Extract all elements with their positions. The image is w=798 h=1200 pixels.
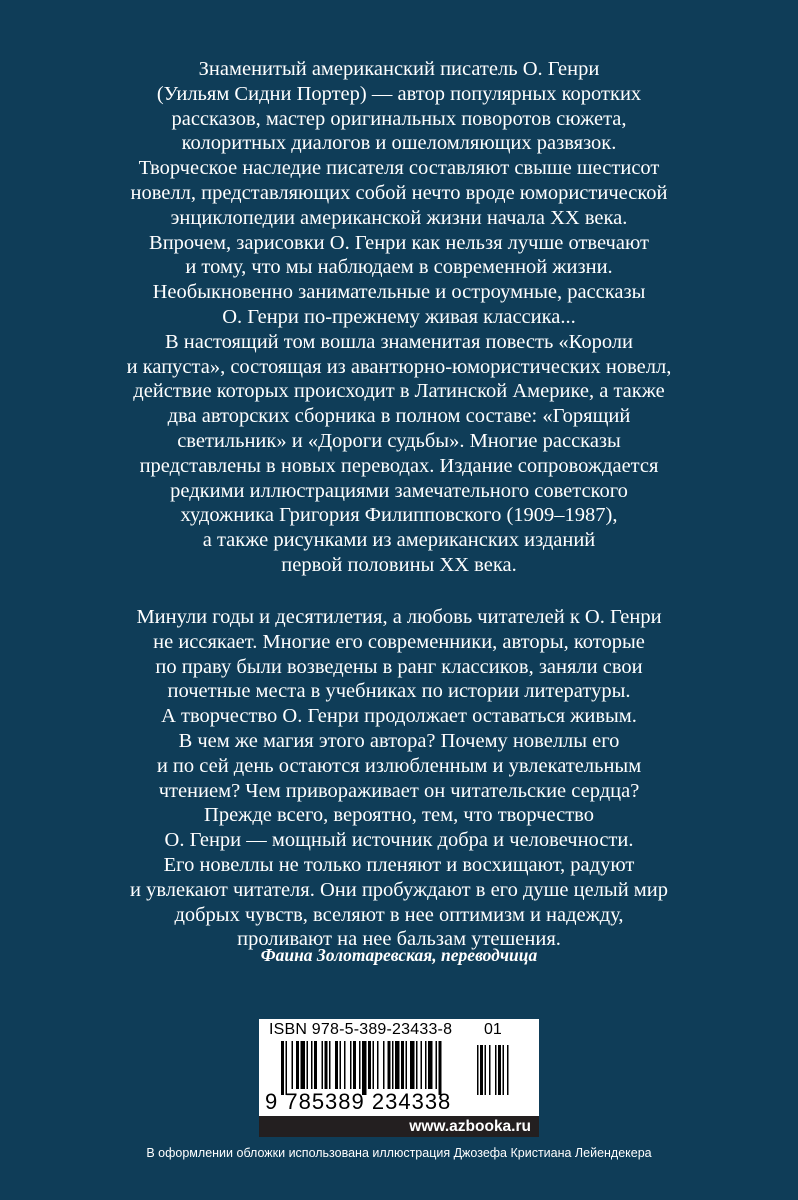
barcode-bar [344,1041,346,1089]
barcode-bar [286,1041,288,1095]
text-line: Творческое наследие писателя составляют свыше шестисот [138,157,660,180]
text-line: Необыкновенно занимательные и остроумные, рассказы [152,281,646,304]
barcode-bar [392,1041,394,1089]
text-line: Его новеллы не только пленяют и восхищают, радуют [163,853,635,876]
quote-signature: Фаина Золотаревская, переводчица [260,945,538,965]
text-line: проливают на нее бальзам утешения. [237,928,561,951]
barcode-bar [436,1041,438,1089]
text-line: и тому, что мы наблюдаем в современной жизни. [185,256,613,279]
text-line: О. Генри по-прежнему живая классика... [222,305,576,328]
barcode-bar [340,1041,342,1089]
barcode-bar [353,1041,356,1089]
barcode-bar [329,1041,331,1089]
barcode-addon-bar [503,1045,505,1095]
barcode-bar [292,1041,294,1089]
publisher-url: www.azbooka.ru [409,1118,531,1135]
barcode-bar [296,1041,299,1089]
barcode-box [259,1019,539,1137]
barcode-bar [425,1041,427,1089]
text-line: представлены в новых переводах. Издание сопровождается [139,454,659,477]
barcode-addon-bar [480,1045,483,1095]
barcode-addon-bar [485,1045,487,1095]
text-line: добрых чувств, вселяют в нее оптимизм и надежду, [174,903,624,926]
barcode-bar [301,1041,306,1089]
text-line: Знаменитый американский писатель О. Генри [198,58,600,80]
text-line: не иссякает. Многие его современники, авторы, которые [153,630,645,653]
barcode-bar [311,1041,313,1089]
barcode-bar [322,1041,324,1089]
text-line: новелл, представляющих собой нечто вроде юмористической [130,181,668,204]
text-line: энциклопедии американской жизни начала XX века. [170,206,628,229]
text-line: два авторских сборника в полном составе: «Горящий [167,405,631,428]
text-line: а также рисунками из американских изданий [202,529,596,552]
text-line: и по сей день остаются излюбленным и увлекательным [156,754,642,777]
barcode-addon-bar [477,1045,479,1095]
barcode-bar [401,1041,404,1089]
isbn-label: ISBN 978-5-389-23433-8 [269,1021,453,1038]
barcode-bar [373,1041,375,1089]
barcode-bar [416,1041,418,1089]
text-line: светильник» и «Дороги судьбы». Многие рассказы [177,429,621,452]
text-line: О. Генри — мощный источник добра и человечности. [164,829,634,852]
barcode-bar [368,1041,371,1089]
text-line: рассказов, мастер оригинальных поворотов сюжета, [171,107,627,130]
barcode-addon-bar [498,1045,501,1095]
barcode-bar [421,1041,423,1089]
text-line: колоритных диалогов и ошеломляющих развязок. [181,132,617,155]
text-line: художника Григория Филипповского (1909–1987), [180,504,618,527]
text-line: В чем же магия этого автора? Почему новеллы его [178,729,620,752]
barcode-bar [362,1041,367,1095]
barcode-bar [395,1041,400,1089]
text-line: и увлекают читателя. Они пробуждают в его душе целый мир [129,878,668,901]
text-line: Минули годы и десятилетия, а любовь читателей к О. Генри [136,606,662,628]
text-line: почетные места в учебниках по истории литературы. [167,680,631,703]
barcode-bar [350,1041,352,1089]
text-line: (Уильям Сидни Портер) — автор популярных коротких [156,82,642,105]
barcode-bar [383,1041,385,1089]
barcode-bar [314,1041,317,1089]
text-line: Прежде всего, вероятно, тем, что творчество [204,804,594,827]
barcode-bar [377,1041,379,1089]
text-line: действие которых происходит в Латинской Америке, а также [133,380,665,403]
annotation-paragraph [0,57,798,578]
quote-paragraph [0,605,798,952]
url-strip [259,1116,539,1137]
barcode-bar [359,1041,361,1089]
text-line: редкими иллюстрациями замечательного советского [170,479,628,502]
text-line: и капуста», состоящая из авантюрно-юмористических новелл, [126,355,672,378]
barcode-bar [410,1041,415,1089]
barcode-addon-bar [489,1045,491,1095]
text-line: по праву были возведены в ранг классиков, заняли свои [155,655,643,678]
barcode-bar [388,1041,391,1089]
text-line: В настоящий том вошла знаменитая повесть «Короли [164,330,634,353]
barcode-bar [428,1041,433,1089]
isbn-addon: 01 [484,1021,502,1038]
barcode-addon-bar [495,1045,497,1095]
text-line: чтением? Чем привораживает он читательские сердца? [158,779,640,802]
text-line: А творчество О. Генри продолжает оставаться живым. [161,705,637,728]
illustration-credit: В оформлении обложки использована иллюстрация Джозефа Кристиана Лейендекера [146,1146,652,1160]
barcode-addon-bar [507,1045,509,1095]
barcode-bar [281,1041,284,1095]
barcode-digits: 9 785389 234338 [265,1089,452,1114]
barcode-bar [325,1041,328,1089]
barcode-bar [406,1041,408,1089]
barcode-bar [335,1041,338,1089]
text-line: Впрочем, зарисовки О. Генри как нельзя лучше отвечают [149,231,649,254]
text-line: первой половины XX века. [281,553,517,576]
barcode-bar [439,1041,442,1095]
barcode-bar [307,1041,309,1089]
